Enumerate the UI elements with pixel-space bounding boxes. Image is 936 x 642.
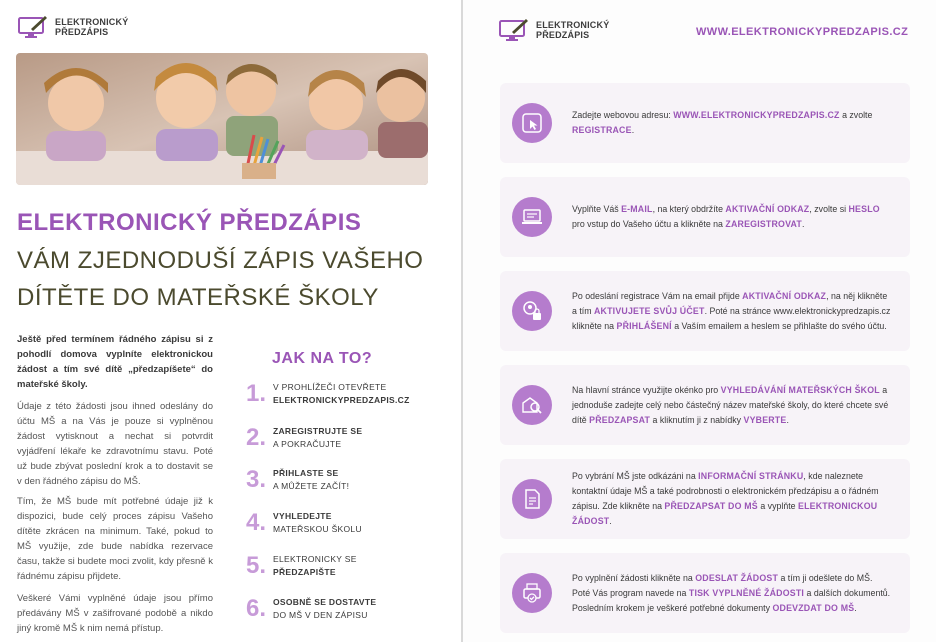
instruction-card-5 xyxy=(500,459,910,539)
body-text: a tím ji odešlete do MŠ. Poté Vás program navede na xyxy=(572,572,873,598)
body-text: pro vstup do Vašeho účtu a klikněte na xyxy=(572,219,726,229)
body-text: , zvolte si xyxy=(809,204,849,214)
brand-line2: PŘEDZÁPIS xyxy=(536,30,590,40)
highlight-text: VYHLEDÁVÁNÍ MATEŘSKÝCH ŠKOL xyxy=(720,384,880,395)
body-text: . Poté na stránce www.elektronickypredzapis.cz klikněte na xyxy=(572,305,891,331)
step-line2: PŘEDZAPIŠTE xyxy=(273,567,336,577)
subtitle-line2: DÍTĚTE DO MATEŘSKÉ ŠKOLY xyxy=(17,284,379,311)
body-text: a zvolte xyxy=(839,110,873,120)
instruction-card-4 xyxy=(500,365,910,445)
body-text: , na něj klikněte a tím xyxy=(572,290,888,316)
step-number: 1. xyxy=(246,380,267,407)
monitor-pen-icon xyxy=(498,18,530,42)
highlight-text: PŘEDZAPSAT xyxy=(589,414,651,425)
card-text xyxy=(572,571,892,616)
intro-text: Ještě před termínem řádného zápisu si z pohodlí domova vyplníte elektronickou žádost a tím své dítě „předzapíšete“ do mateřské školy. xyxy=(17,334,213,390)
step-number: 6. xyxy=(246,595,267,622)
highlight-text: WWW.ELEKTRONICKYPREDZAPIS.CZ xyxy=(673,110,840,120)
body-text: , na který obdržíte xyxy=(652,204,726,214)
body-text: Po odeslání registrace Vám na email přijde xyxy=(572,290,743,301)
printer-check-icon xyxy=(512,573,552,613)
step-line2: A MŮŽETE ZAČÍT! xyxy=(273,481,350,491)
step-5 xyxy=(246,552,357,580)
highlight-text: ZAREGISTROVAT xyxy=(725,219,802,229)
step-line1: V PROHLÍŽEČI OTEVŘETE xyxy=(273,382,387,392)
step-number: 2. xyxy=(246,424,267,451)
step-number: 5. xyxy=(246,552,267,579)
brand-logo xyxy=(17,15,128,39)
body-text: a jednoduše zadejte celý nebo částečný název mateřské školy, do které chcete své dítě xyxy=(572,384,889,425)
body-text: Po vybrání MŠ jste odkázáni na xyxy=(572,471,699,481)
instruction-card-6 xyxy=(500,553,910,633)
body-text: . xyxy=(609,516,612,526)
paragraph-3: Veškeré Vámi vyplněné údaje jsou přímo předávány MŠ v zašifrované podobě a nikdo jiný kromě MŠ k nim nemá přístup. xyxy=(17,593,213,634)
document-icon xyxy=(512,479,552,519)
step-line1: ELEKTRONICKY SE xyxy=(273,554,357,564)
website-url: WWW.ELEKTRONICKYPREDZAPIS.CZ xyxy=(696,26,909,38)
highlight-text: VYBERTE xyxy=(743,414,787,425)
brand-line1: ELEKTRONICKÝ xyxy=(55,17,129,27)
step-line2: MATEŘSKOU ŠKOLU xyxy=(273,524,362,534)
instruction-card-1 xyxy=(500,83,910,163)
highlight-text: INFORMAČNÍ STRÁNKU xyxy=(698,471,804,481)
body-text: . xyxy=(631,125,635,135)
body-text: , kde naleznete kontaktní údaje MŠ a také podrobnosti o elektronickém předzápisu a o řádném zápisu. Zde klikněte na xyxy=(572,471,879,511)
subtitle-line1: VÁM ZJEDNODUŠÍ ZÁPIS VAŠEHO xyxy=(17,247,424,274)
highlight-text: PŘEDZAPSAT DO MŠ xyxy=(664,501,758,511)
highlight-text: E-MAIL xyxy=(621,204,653,214)
highlight-text: AKTIVAČNÍ ODKAZ xyxy=(742,290,827,301)
step-line2: ELEKTRONICKYPREDZAPIS.CZ xyxy=(273,395,410,405)
user-lock-icon xyxy=(512,291,552,331)
right-page xyxy=(463,0,936,642)
instruction-card-2 xyxy=(500,177,910,257)
highlight-text: HESLO xyxy=(848,204,880,214)
highlight-text: TISK VYPLNĚNÉ ŽÁDOSTI xyxy=(688,587,805,598)
paragraph-2: Tím, že MŠ bude mít potřebné údaje již k dispozici, bude celý proces zápisu Vašeho dítěte zkrácen na minimum. Také, pokud to MŠ využije, zde bude nabídka rezervace času, takže si budete moci zvolit, kdy přesně k řádnému zápisu přijdete. xyxy=(17,496,213,582)
body-text: Vyplňte Váš xyxy=(572,204,622,214)
body-text: a kliknutím ji z nabídky xyxy=(650,414,744,425)
step-line1: OSOBNĚ SE DOSTAVTE xyxy=(273,597,377,607)
step-6 xyxy=(246,595,376,623)
highlight-text: ODESLAT ŽÁDOST xyxy=(695,572,779,583)
body-text: Na hlavní stránce využijte okénko pro xyxy=(572,384,721,395)
highlight-text: AKTIVAČNÍ ODKAZ xyxy=(725,204,810,214)
brand-logo xyxy=(498,18,609,42)
step-line2: A POKRAČUJTE xyxy=(273,439,342,449)
children-drawing-photo xyxy=(16,53,428,185)
highlight-text: PŘIHLÁŠENÍ xyxy=(616,320,672,331)
left-page xyxy=(0,0,462,642)
paragraph-1: Údaje z této žádosti jsou ihned odeslány do účtu MŠ a na Vás je pouze si vyplněnou žádost vytisknout a nechat si potvrdit vyjádření lékaře ke zdravotnímu stavu. Poté už bude zbývat poslední krok a to dostavit se v den řádného zápisu do MŠ. xyxy=(17,401,213,487)
card-text xyxy=(572,383,892,428)
step-3 xyxy=(246,466,349,494)
body-text: a dalších dokumentů. Posledním krokem je veškeré potřebné dokumenty xyxy=(572,587,891,613)
brand-line1: ELEKTRONICKÝ xyxy=(536,20,610,30)
step-line1: PŘIHLASTE SE xyxy=(273,468,339,478)
card-text xyxy=(572,202,892,232)
card-text xyxy=(572,469,892,529)
instruction-card-3 xyxy=(500,271,910,351)
brand-line2: PŘEDZÁPIS xyxy=(55,27,109,37)
body-text: . xyxy=(786,414,789,425)
body-text: Po vyplnění žádosti klikněte na xyxy=(572,572,696,583)
how-to-title: JAK NA TO? xyxy=(272,350,373,367)
search-school-icon xyxy=(512,385,552,425)
step-1 xyxy=(246,380,410,408)
step-number: 3. xyxy=(246,466,267,493)
body-text: . xyxy=(801,219,805,229)
card-text xyxy=(572,108,892,138)
main-title: ELEKTRONICKÝ PŘEDZÁPIS xyxy=(17,209,362,236)
card-text xyxy=(572,289,892,334)
cursor-click-icon xyxy=(512,103,552,143)
highlight-text: AKTIVUJETE SVŮJ ÚČET xyxy=(594,305,705,316)
laptop-form-icon xyxy=(512,197,552,237)
step-number: 4. xyxy=(246,509,267,536)
step-line1: ZAREGISTRUJTE SE xyxy=(273,426,363,436)
highlight-text: ODEVZDAT DO MŠ xyxy=(772,602,855,613)
highlight-text: REGISTRACE xyxy=(572,125,632,135)
step-4 xyxy=(246,509,362,537)
highlight-text: ELEKTRONICKOU ŽÁDOST xyxy=(572,501,878,526)
body-text: Zadejte webovou adresu: xyxy=(572,110,674,120)
step-2 xyxy=(246,424,362,452)
body-text: . xyxy=(854,602,857,613)
body-text: a vyplňte xyxy=(757,501,798,511)
step-line2: DO MŠ V DEN ZÁPISU xyxy=(273,610,368,620)
body-text: a Vaším emailem a heslem se přihlašte do svého účtu. xyxy=(671,320,887,331)
step-line1: VYHLEDEJTE xyxy=(273,511,332,521)
monitor-pen-icon xyxy=(17,15,49,39)
